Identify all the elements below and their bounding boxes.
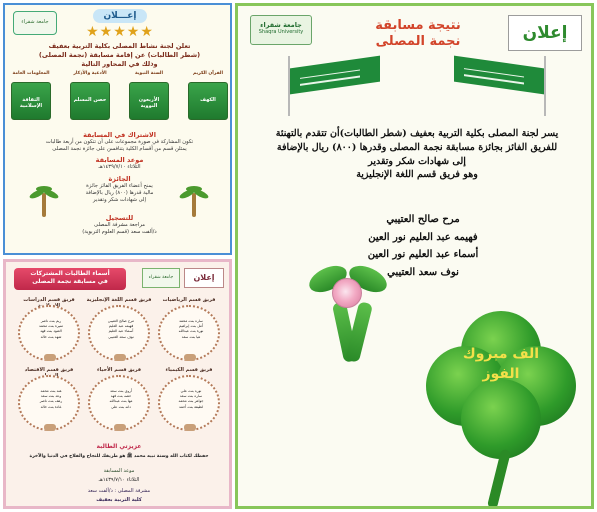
category-book-icon: الكهف [188,82,228,120]
team-title: فريق قسم الأحياء [96,367,142,373]
team-member: رهف بنت ناصر [39,399,63,404]
section-title: الجائزة [108,175,131,183]
participants-header [14,268,224,290]
category-title: المعلومات العامة [12,71,50,76]
title-line: في مسابقة نجمة المصلى [32,277,108,285]
logo-text: جامعة شقراء [21,19,49,25]
section-text: د/ألفت سعد (قسم العلوم التربوية) [82,229,157,236]
congratulations-text [456,345,546,384]
team-title: فريق قسم الكيمياء [165,367,213,373]
section-title: للتسجيل [105,214,134,222]
team-member: لطيفة بنت أحمد [179,404,203,409]
team-member: فهيمه عبد العليم [108,324,134,329]
flag-pole [544,56,546,116]
team-names [98,319,144,340]
winner-name: أسماء عبد العليم نور العين [367,249,479,260]
team-member: وعد بنت سعد [40,394,62,399]
section-text: يمثلن قسم من أقسام الكلية يتنافسن على جائزة نجمة المصلى [52,146,187,153]
flower-wreath-icon [158,305,220,361]
team-member: نوف سعد العتيبي [108,334,134,339]
team-member: هند بنت محمد [40,389,62,393]
category-book-icon: الأربعون النووية [129,82,169,120]
team-member: أروى بنت سعد [110,389,132,393]
saudi-flag-icon [290,56,380,95]
headline-line: (شطر الطالبات) عن إقامة مسابقة (نجمة المصلى) [38,50,201,59]
clover-line: الف مبروك [462,346,540,362]
university-logo [250,15,312,45]
body-line: للفريق الفائز بجائزة مسابقة نجمة المصلى وقدرها (٨٠٠) ريال بالإضافة [276,141,558,153]
title-line: نجمة المصلى [375,34,461,50]
flower-wreath-icon [88,375,150,431]
team-title: فريق قسم الرياضيات [162,297,216,303]
section-text: تكون المشاركة في صورة مجموعات على أن تتكون من أربعة طالبات [45,139,194,145]
team-names [28,319,74,340]
headline-line: وذلك في المحاور التالية [81,59,158,68]
palm-tree-icon [29,181,59,217]
category-title: الأدعية والأذكار [73,71,107,76]
team-member: منيرة بنت محمد [38,324,64,329]
star-rating-icon: ★★★★★ [86,24,154,40]
category-title: السنة النبوية [134,71,164,76]
college-text: كلية التربية بعفيف [96,497,142,503]
team-member: أمل بنت إبراهيم [179,324,203,329]
university-logo: جامعة شقراء [142,268,180,288]
winner-name: فهيمه عبد العليم نور العين [368,231,478,243]
category-item [188,71,228,120]
rose-icon [332,278,362,308]
flower-wreath-icon [88,305,150,361]
winner-name: نوف سعد العتيبي [387,266,459,278]
quote-text: حفظك لكتاب الله وسنة نبيه محمد ﷺ هو طريقك للنجاح والفلاح في الدنيا والآخرة [29,454,209,459]
announcement-poster [3,3,232,255]
date-section [11,156,228,171]
poster-headline [13,42,226,68]
team-member: العنود بنت فهد [40,329,62,334]
team-member: ريم بنت ناصر [40,319,62,323]
result-poster [235,3,594,509]
body-line: وهو فريق قسم اللغة الإنجليزية [356,169,478,181]
category-title: القرآن الكريم [192,71,224,76]
team-member: حصه بنت فهد [110,394,132,399]
category-book-icon: الثقافة الإسلامية [11,82,51,120]
participants-title [14,268,126,290]
category-item [70,71,110,120]
team-member: أسماء عبد العليم [108,329,134,334]
section-text: الثلاثاء ١٤٣٩/٧/١٠هـ [98,164,141,170]
headline-line: تعلن لجنة نشاط المصلى بكلية التربية بعفيف [48,42,191,50]
title-line: نتيجة مسابقة [375,18,461,33]
four-leaf-clover-icon [426,311,576,461]
announcement-label: إعلان [508,15,582,51]
section-text: مراجعة مشرفة المصلى [94,222,145,228]
team-member: نوره بنت علي [180,389,202,393]
team-member: شهد بنت خالد [40,334,62,339]
date-label: موعد المسابقة [103,468,135,474]
category-book-icon: حصن المسلم [70,82,110,120]
palm-tree-icon [179,181,209,217]
team-names [168,319,214,340]
logo-english-text: Shaqra University [258,29,304,35]
flower-wreath-icon [18,375,80,431]
section-title: موعد المسابقة [95,156,144,164]
announcement-stamp: إعـــلان [93,9,147,23]
result-title [358,18,478,51]
participants-poster [3,259,232,509]
section-text: مالية قدرها (٨٠٠) ريال بالإضافة [85,190,154,197]
team-member: ساره بنت سعد [179,394,203,399]
team-names [98,389,144,410]
participation-section [11,131,228,153]
team-title: فريق قسم الاقتصاد [24,367,74,373]
team-names [28,389,74,410]
section-title: الاشتراك في المسابقة [83,131,156,139]
team-member: هيا بنت سعد [181,334,201,339]
team-title: فريق قسم الدراسات [23,297,75,303]
category-item [129,71,169,120]
date-value: الثلاثاء ١٤٣٩/٧/١٠هـ [98,477,140,483]
team-member: نورة بنت عبدالله [178,329,204,334]
team-member: مها بنت عبدالله [109,399,133,404]
clover-line: الفوز [482,365,520,382]
greeting: عزيزتي الطالبة [96,443,142,450]
logo-arabic-text: جامعة شقراء [260,21,302,29]
section-text: يمنح أعضاء الفريق الفائز جائزة [86,183,153,189]
announcement-label: إعلان [184,268,224,288]
team-title: فريق قسم اللغة الإنجليزية [86,297,152,303]
category-item [11,71,51,120]
supervisor-text: مشرفة المصلى : د/ألفت سعد [87,488,151,494]
title-line: أسماء الطالبات المشتركات [30,270,110,277]
register-section [11,214,228,236]
body-line: يسر لجنة المصلى بكلية التربية بعفيف (شطر الطالبات)أن تتقدم بالتهنئة [275,128,559,139]
team-member: مرح صالح العتيبي [107,319,135,323]
team-member: دانه بنت علي [111,404,131,409]
flower-wreath-icon [158,375,220,431]
section-text: إلى شهادات شكر وتقدير [93,197,146,204]
saudi-flag-icon [454,56,544,95]
winner-name: مرح صالح العتيبي [386,214,460,225]
team-member: جواهر بنت محمد [178,399,204,404]
body-line: إلى شهادات شكر وتقدير [368,155,466,167]
team-member: غادة بنت خالد [40,404,62,409]
flower-wreath-icon [18,305,80,361]
team-member: ساره بنت محمد [179,319,203,323]
result-body [252,127,582,182]
category-list [11,71,228,120]
team-names [168,389,214,410]
